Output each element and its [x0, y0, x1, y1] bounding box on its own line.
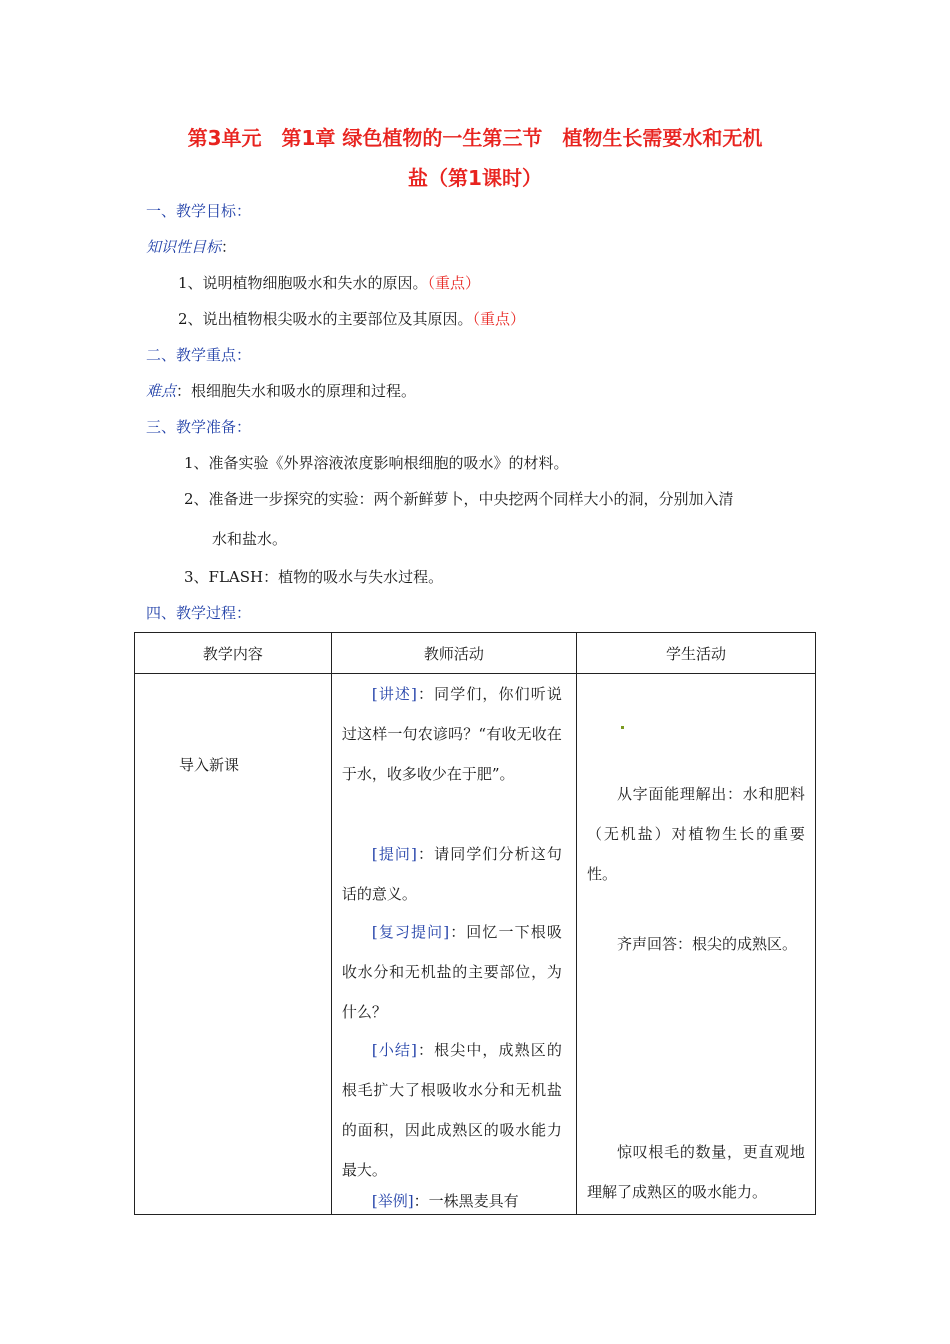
- difficulty-text: ：根细胞失水和吸水的原理和过程。: [176, 382, 417, 400]
- teacher-text-3: ：回忆一下根吸收水分和无机盐的主要部位，为什么？: [341, 923, 562, 1021]
- teaching-process-table: [134, 632, 816, 1215]
- cell-content: [135, 674, 332, 1215]
- prep-item-2-line-1: 2、准备进一步探究的实验：两个新鲜萝卜，中央挖两个同样大小的洞，分别加入清: [184, 490, 734, 508]
- teacher-paragraph-1: [342, 674, 562, 794]
- cell-teacher: [331, 674, 576, 1215]
- goal-1-tag: （重点）: [427, 274, 481, 292]
- cell-student: [576, 674, 815, 1215]
- table-header-row: [135, 633, 816, 674]
- teacher-tag-1: [讲述]: [371, 685, 417, 703]
- goals-heading: 一、教学目标：: [146, 202, 252, 220]
- student-paragraph-2: 齐声回答：根尖的成熟区。: [616, 935, 797, 953]
- difficulty-label: 难点: [146, 382, 177, 400]
- teacher-text-1: ：同学们，你们听说过这样一句农谚吗？“有收无收在于水，收多收少在于肥”。: [341, 685, 562, 783]
- prep-item-1: 1、准备实验《外界溶液浓度影响根细胞的吸水》的材料。: [184, 454, 569, 472]
- teacher-tag-2: [提问]: [371, 845, 417, 863]
- goal-item-1: [178, 272, 480, 294]
- prep-item-2-line-2: 水和盐水。: [212, 530, 288, 548]
- marker-dot: [621, 726, 624, 729]
- teacher-tag-3: [复习提问]: [371, 923, 450, 941]
- student-paragraph-1: 从字面能理解出：水和肥料（无机盐）对植物生长的重要性。: [586, 785, 805, 883]
- header-content: 教学内容: [135, 633, 332, 674]
- document-title: [130, 118, 820, 198]
- knowledge-goal-label: 知识性目标: [146, 238, 222, 256]
- title-line-2: 盐（第1课时）: [408, 166, 542, 190]
- content-label: 导入新课: [179, 756, 240, 774]
- teacher-paragraph-3: [342, 912, 562, 1032]
- teacher-tag-4: [小结]: [371, 1041, 417, 1059]
- process-heading: 四、教学过程：: [146, 604, 252, 622]
- teacher-text-4: ：根尖中，成熟区的根毛扩大了根吸收水分和无机盐的面积，因此成熟区的吸水能力最大。: [341, 1041, 562, 1179]
- goal-1-text: 1、说明植物细胞吸水和失水的原因。: [178, 274, 428, 292]
- teacher-paragraph-5: [342, 1188, 562, 1214]
- difficulty-row: [146, 380, 416, 402]
- prep-heading: 三、教学准备：: [146, 418, 252, 436]
- prep-item-3: 3、FLASH：植物的吸水与失水过程。: [184, 568, 444, 586]
- student-paragraph-3: 惊叹根毛的数量，更直观地理解了成熟区的吸水能力。: [586, 1143, 805, 1201]
- knowledge-goal-colon: ：: [221, 238, 237, 256]
- title-line-1: 第3单元 第1章 绿色植物的一生第三节 植物生长需要水和无机: [187, 126, 763, 150]
- table-row: [135, 674, 816, 1215]
- teacher-paragraph-4: [342, 1030, 562, 1190]
- goal-2-text: 2、说出植物根尖吸水的主要部位及其原因。: [178, 310, 473, 328]
- teacher-paragraph-2: [342, 834, 562, 914]
- teacher-text-5: ：一株黑麦具有: [413, 1192, 519, 1210]
- header-student: 学生活动: [576, 633, 815, 674]
- goal-item-2: [178, 308, 525, 330]
- teacher-tag-5: [举例]: [371, 1192, 414, 1210]
- keypoints-heading: 二、教学重点：: [146, 346, 252, 364]
- teacher-text-2: ：请同学们分析这句话的意义。: [341, 845, 562, 903]
- header-teacher: 教师活动: [331, 633, 576, 674]
- goal-2-tag: （重点）: [472, 310, 526, 328]
- knowledge-goal-label-row: [146, 236, 236, 258]
